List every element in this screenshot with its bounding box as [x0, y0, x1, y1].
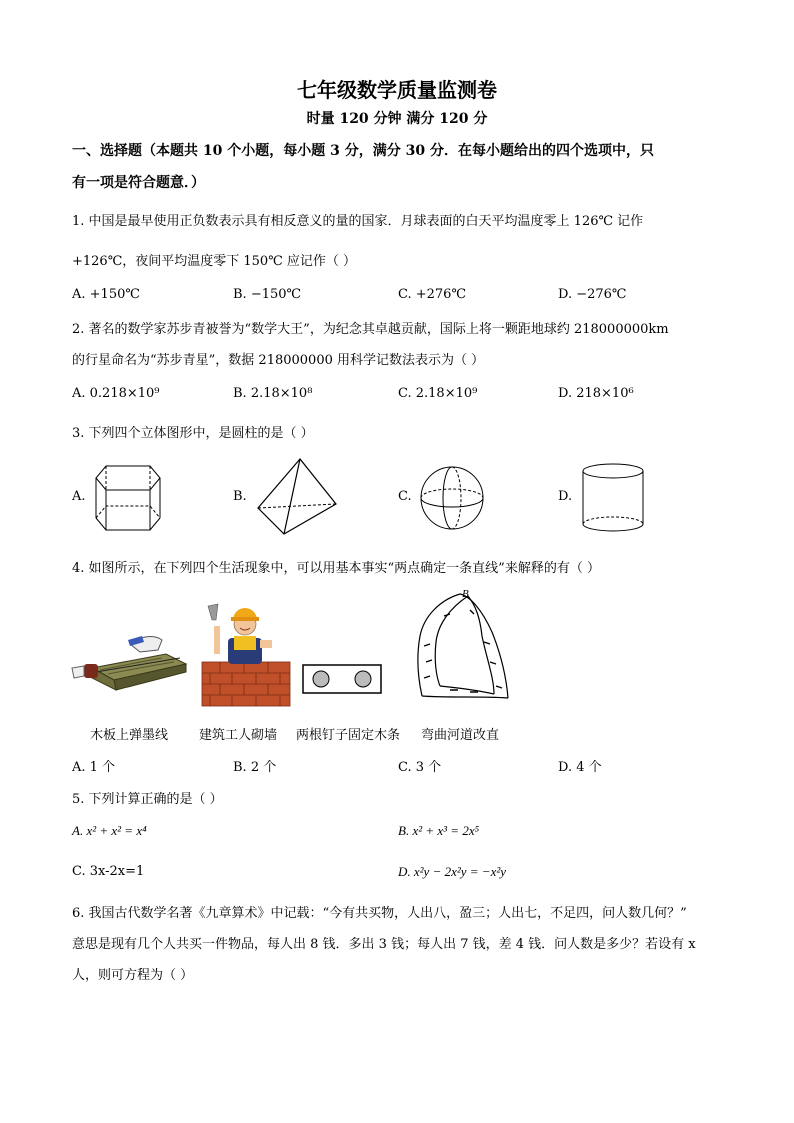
q4-stem: 4. 如图所示，在下列四个生活现象中，可以用基本事实“两点确定一条直线”来解释的有（ ）	[72, 561, 600, 576]
page-title: 七年级数学质量监测卷	[297, 78, 497, 102]
q3-option-b: B.	[233, 489, 247, 504]
sphere-figure	[418, 464, 486, 532]
q2-option-b: B. 2.18×10⁸	[233, 386, 313, 401]
q2-option-d: D. 218×10⁶	[558, 386, 634, 401]
section-heading-line2: 有一项是符合题意．）	[72, 175, 205, 191]
q2-option-a: A. 0.218×10⁹	[72, 386, 160, 401]
q4-option-a: A. 1 个	[72, 760, 116, 775]
q2-option-c: C. 2.18×10⁹	[398, 386, 478, 401]
bricklayer-image	[200, 600, 292, 708]
page-subtitle: 时量 120 分钟 满分 120 分	[306, 111, 488, 127]
q5-option-b: B. x² + x³ = 2x⁵	[398, 823, 480, 838]
q3-option-c: C.	[398, 489, 412, 504]
q4-caption-4: 弯曲河道改直	[421, 728, 500, 743]
cylinder-figure	[580, 462, 646, 534]
tetrahedron-figure	[254, 456, 340, 538]
q3-option-a: A.	[72, 489, 86, 504]
q2-stem-line1: 2. 著名的数学家苏步青被誉为“数学大王”，为纪念其卓越贡献，国际上将一颗距地球约 218000000km	[72, 322, 669, 337]
section-heading-line1: 一、选择题（本题共 10 个小题，每小题 3 分，满分 30 分．在每小题给出的四个选项中，只	[72, 143, 654, 159]
q6-stem-line3: 人，则可方程为（ ）	[72, 968, 194, 983]
q4-caption-2: 建筑工人砌墙	[199, 728, 278, 743]
q4-caption-3: 两根钉子固定木条	[296, 728, 401, 743]
q4-option-c: C. 3 个	[398, 760, 442, 775]
q1-option-d: D. −276℃	[558, 287, 627, 302]
q5-option-c: C. 3x-2x=1	[72, 864, 145, 879]
q5-option-a: A. x² + x² = x⁴	[72, 823, 147, 838]
q1-option-a: A. +150℃	[72, 287, 140, 302]
q1-stem-line2: +126℃，夜间平均温度零下 150℃ 应记作（ ）	[72, 254, 357, 269]
q1-stem-line1: 1. 中国是最早使用正负数表示具有相反意义的量的国家．月球表面的白天平均温度零上 126℃ 记作	[72, 214, 644, 229]
q6-stem-line1: 6. 我国古代数学名著《九章算术》中记载：“今有共买物，人出八，盈三；人出七，不足四，问人数几何？”	[72, 906, 687, 921]
q4-option-b: B. 2 个	[233, 760, 277, 775]
q5-stem: 5. 下列计算正确的是（ ）	[72, 792, 223, 807]
q1-option-b: B. −150℃	[233, 287, 302, 302]
river-point-label: B	[462, 588, 469, 600]
q3-stem: 3. 下列四个立体图形中，是圆柱的是（ ）	[72, 426, 314, 441]
hexagonal-prism-figure	[92, 462, 164, 534]
q3-option-d: D.	[558, 489, 573, 504]
q4-caption-1: 木板上弹墨线	[90, 728, 169, 743]
curved-river-image	[410, 586, 518, 708]
q6-stem-line2: 意思是现有几个人共买一件物品，每人出 8 钱．多出 3 钱；每人出 7 钱，差 4 钱．问人数是多少？若设有 x	[72, 937, 696, 952]
q1-option-c: C. +276℃	[398, 287, 466, 302]
q5-option-d: D. x²y − 2x²y = −x²y	[398, 864, 507, 879]
two-nails-wood-strip-image	[302, 664, 382, 694]
wooden-plank-chalk-line-image	[70, 628, 192, 700]
q4-option-d: D. 4 个	[558, 760, 602, 775]
q2-stem-line2: 的行星命名为“苏步青星”，数据 218000000 用科学记数法表示为（ ）	[72, 353, 485, 368]
